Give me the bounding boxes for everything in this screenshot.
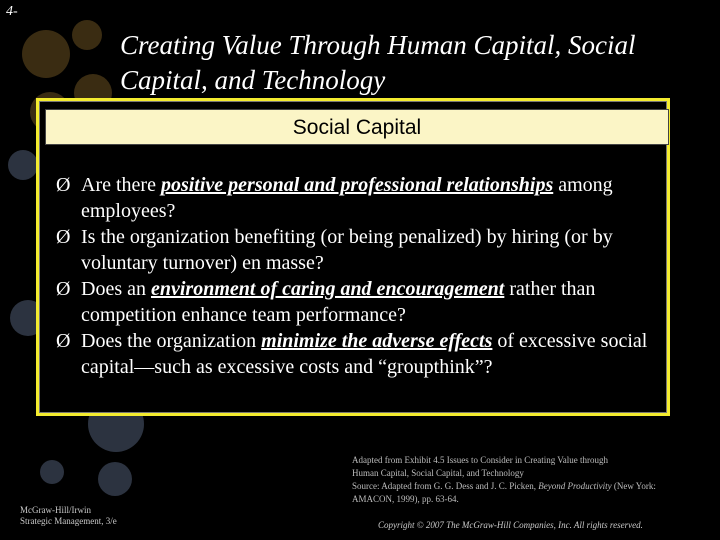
decor-circle <box>40 460 64 484</box>
arrow-bullet-icon: Ø <box>56 278 71 300</box>
source-citation-suffix: (New York: AMACON, 1999), pp. 63-64. <box>352 481 656 504</box>
publisher-line: McGraw-Hill/Irwin <box>20 505 91 515</box>
arrow-bullet-icon: Ø <box>56 330 71 352</box>
source-line: Human Capital, Social Capital, and Technology <box>352 468 524 478</box>
section-header: Social Capital <box>292 116 422 139</box>
slide-title-line: Capital, and Technology <box>120 65 386 95</box>
question-text: Are there <box>81 174 161 196</box>
slide-number: 4- <box>6 4 18 19</box>
question-item <box>56 172 666 224</box>
arrow-bullet-icon: Ø <box>56 226 71 248</box>
question-emphasis: environment of caring and encouragement <box>150 278 505 300</box>
slide-title <box>120 28 710 98</box>
source-line: Adapted from Exhibit 4.5 Issues to Consider in Creating Value through <box>352 455 609 465</box>
question-text: rather than competition enhance team performance? <box>81 278 596 326</box>
decor-circle <box>22 30 70 78</box>
section-header-band <box>45 109 669 145</box>
decor-circle <box>72 20 102 50</box>
question-text: Does the organization <box>81 330 262 352</box>
copyright-notice: Copyright © 2007 The McGraw-Hill Companies, Inc. All rights reserved. <box>378 520 643 530</box>
publisher-line: Strategic Management, 3/e <box>20 516 117 526</box>
question-item <box>56 224 666 276</box>
source-note <box>352 454 690 506</box>
publisher-info <box>20 505 117 527</box>
question-emphasis: positive personal and professional relationships <box>160 174 554 196</box>
question-text: Is the organization benefiting (or being penalized) by hiring (or by voluntary turnover) en masse? <box>81 226 613 274</box>
question-item <box>56 328 666 380</box>
decor-circle <box>98 462 132 496</box>
question-text: Does an <box>81 278 151 300</box>
question-item <box>56 276 666 328</box>
question-text: among employees? <box>81 174 613 222</box>
question-text: of excessive social capital—such as excessive costs and “groupthink”? <box>81 330 648 378</box>
slide-title-line: Creating Value Through Human Capital, Social <box>120 30 636 60</box>
question-emphasis: minimize the adverse effects <box>261 330 493 352</box>
source-book-title: Beyond Productivity <box>538 481 612 491</box>
decor-circle <box>8 150 38 180</box>
source-citation-prefix: Source: Adapted from G. G. Dess and J. C. Picken, <box>352 481 539 491</box>
source-citation <box>352 480 690 506</box>
question-list <box>56 172 666 380</box>
arrow-bullet-icon: Ø <box>56 174 71 196</box>
